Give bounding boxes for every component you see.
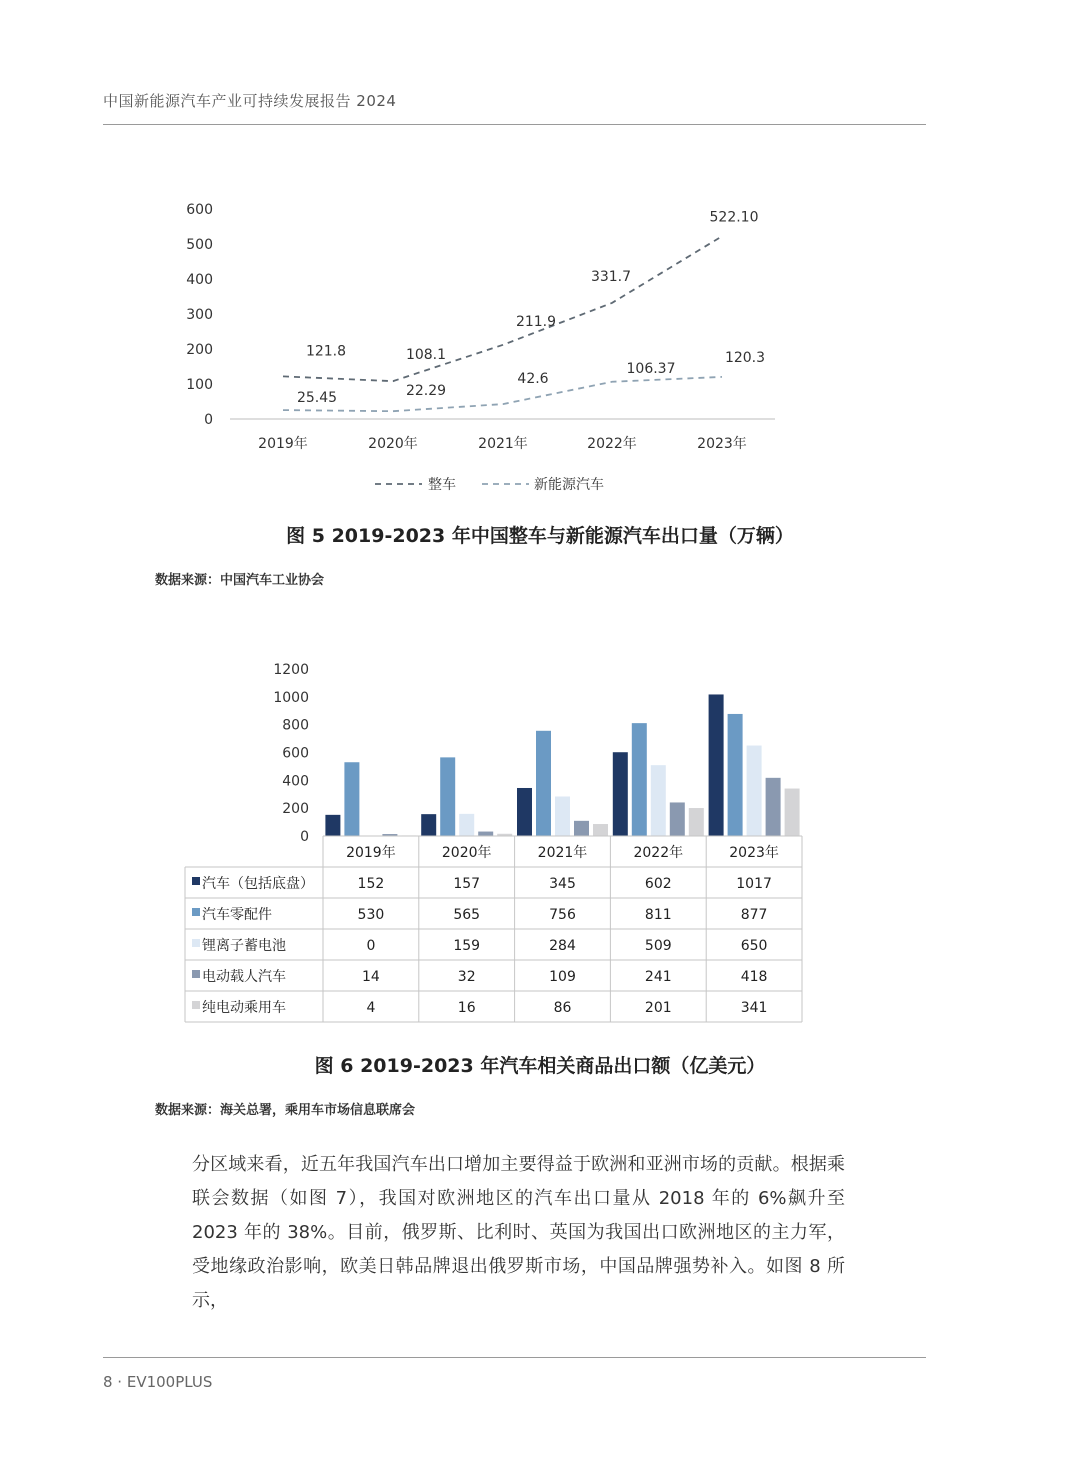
table-cell: 345 [549, 876, 576, 892]
y-tick-label: 100 [186, 377, 213, 393]
table-header-year: 2020年 [441, 845, 492, 861]
export-volume-line-chart [170, 195, 790, 510]
data-label: 106.37 [626, 360, 676, 377]
bar [344, 762, 359, 836]
y-tick-label: 0 [204, 412, 213, 428]
bar [728, 714, 743, 836]
x-tick-label: 2023年 [697, 436, 747, 452]
table-cell: 32 [457, 969, 476, 985]
data-label: 522.10 [709, 209, 759, 226]
figure5-source: 数据来源：中国汽车工业协会 [155, 573, 325, 588]
data-label: 25.45 [296, 390, 338, 407]
table-cell: 811 [644, 907, 672, 923]
legend-swatch [192, 908, 200, 916]
y-tick-label: 600 [186, 202, 213, 218]
bar [651, 765, 666, 836]
body-text [155, 1148, 845, 1318]
table-header-year: 2022年 [633, 845, 684, 861]
series-line-vehicles [283, 236, 722, 381]
y-tick-label: 200 [186, 342, 213, 358]
legend-swatch [192, 1001, 200, 1009]
table-cell: 284 [549, 938, 576, 954]
body-paragraph: 分区域来看，近五年我国汽车出口增加主要得益于欧洲和亚洲市场的贡献。根据乘联会数据（如图 7），我国对欧洲地区的汽车出口量从 2018 年的 6%飙升至 2023 年的 38%。目前，俄罗斯、比利时、英国为我国出口欧洲地区的主力军，受地缘政治影响，欧美日韩品牌退出俄罗斯市场，中国品牌强势补入。如图 8 所示， [192, 1154, 845, 1311]
bar [613, 752, 628, 836]
bar [689, 808, 704, 836]
table-cell: 0 [366, 938, 376, 954]
y-tick-label: 200 [282, 801, 309, 818]
table-cell: 4 [366, 1000, 376, 1016]
y-tick-label: 1000 [273, 689, 309, 706]
x-tick-label: 2020年 [368, 436, 418, 452]
table-row-label: 汽车零配件 [202, 907, 272, 923]
series-line-nev [283, 377, 722, 411]
table-cell: 241 [644, 969, 672, 985]
page-footer: 8 · EV100PLUS [103, 1373, 213, 1391]
y-tick-label: 1200 [273, 662, 309, 678]
data-label: 211.9 [515, 313, 557, 330]
data-label: 331.7 [590, 268, 632, 285]
bar [632, 723, 647, 836]
table-cell: 152 [357, 876, 385, 892]
export-value-bar-chart [180, 625, 810, 1025]
bar [670, 802, 685, 836]
legend-swatch [192, 877, 200, 885]
table-cell: 159 [453, 938, 481, 954]
legend-label-nev: 新能源汽车 [534, 477, 604, 493]
bar [555, 796, 570, 836]
running-header: 中国新能源汽车产业可持续发展报告 2024 [103, 92, 397, 110]
legend-swatch [192, 939, 200, 947]
table-header-year: 2023年 [729, 845, 779, 861]
table-cell: 341 [740, 1000, 768, 1016]
table-cell: 530 [357, 907, 385, 923]
table-cell: 877 [740, 907, 768, 923]
table-header-year: 2021年 [537, 845, 588, 861]
bar [421, 814, 436, 836]
bar [709, 694, 724, 836]
bar [459, 814, 474, 836]
bar [440, 757, 455, 836]
data-label: 108.1 [405, 347, 447, 364]
table-row-label: 电动载人汽车 [202, 969, 286, 985]
data-label: 22.29 [405, 383, 447, 400]
table-cell: 509 [644, 938, 672, 954]
table-cell: 86 [553, 1000, 572, 1016]
table-cell: 418 [740, 969, 768, 985]
y-tick-label: 800 [282, 717, 309, 734]
table-row-label: 锂离子蓄电池 [202, 938, 286, 954]
table-cell: 650 [740, 938, 768, 954]
bar [478, 832, 493, 836]
table-cell: 1017 [736, 876, 772, 892]
x-tick-label: 2021年 [478, 436, 528, 452]
y-tick-label: 400 [186, 272, 213, 288]
bar [785, 789, 800, 836]
data-label: 42.6 [517, 371, 549, 388]
figure6-source: 数据来源：海关总署，乘用车市场信息联席会 [155, 1103, 416, 1118]
y-tick-label: 600 [282, 745, 309, 762]
table-cell: 201 [644, 1000, 672, 1016]
bar [747, 746, 762, 836]
table-cell: 109 [549, 969, 576, 985]
bar [593, 824, 608, 836]
bar [536, 731, 551, 836]
table-cell: 602 [644, 876, 672, 892]
table-cell: 565 [453, 907, 481, 923]
table-cell: 16 [457, 1000, 476, 1016]
table-cell: 756 [549, 907, 576, 923]
legend-label-vehicles: 整车 [428, 477, 456, 493]
table-cell: 157 [453, 876, 481, 892]
header-divider [103, 124, 926, 125]
bar [517, 788, 532, 836]
y-tick-label: 500 [186, 237, 213, 253]
table-cell: 14 [361, 969, 380, 985]
x-tick-label: 2019年 [258, 436, 308, 452]
figure6-caption: 图 6 2019-2023 年汽车相关商品出口额（亿美元） [314, 1055, 766, 1077]
y-tick-label: 0 [300, 829, 309, 845]
figure5-caption: 图 5 2019-2023 年中国整车与新能源汽车出口量（万辆） [286, 525, 794, 547]
footer-divider [103, 1357, 926, 1358]
legend-swatch [192, 970, 200, 978]
table-row-label: 纯电动乘用车 [202, 1000, 286, 1016]
data-label: 120.3 [724, 349, 766, 366]
bar [325, 815, 340, 836]
bar [574, 821, 589, 836]
x-tick-label: 2022年 [587, 436, 637, 452]
bar [766, 778, 781, 836]
y-tick-label: 300 [186, 307, 213, 323]
y-tick-label: 400 [282, 773, 309, 790]
data-label: 121.8 [305, 343, 347, 360]
table-row-label: 汽车（包括底盘） [202, 876, 314, 892]
table-header-year: 2019年 [346, 845, 396, 861]
